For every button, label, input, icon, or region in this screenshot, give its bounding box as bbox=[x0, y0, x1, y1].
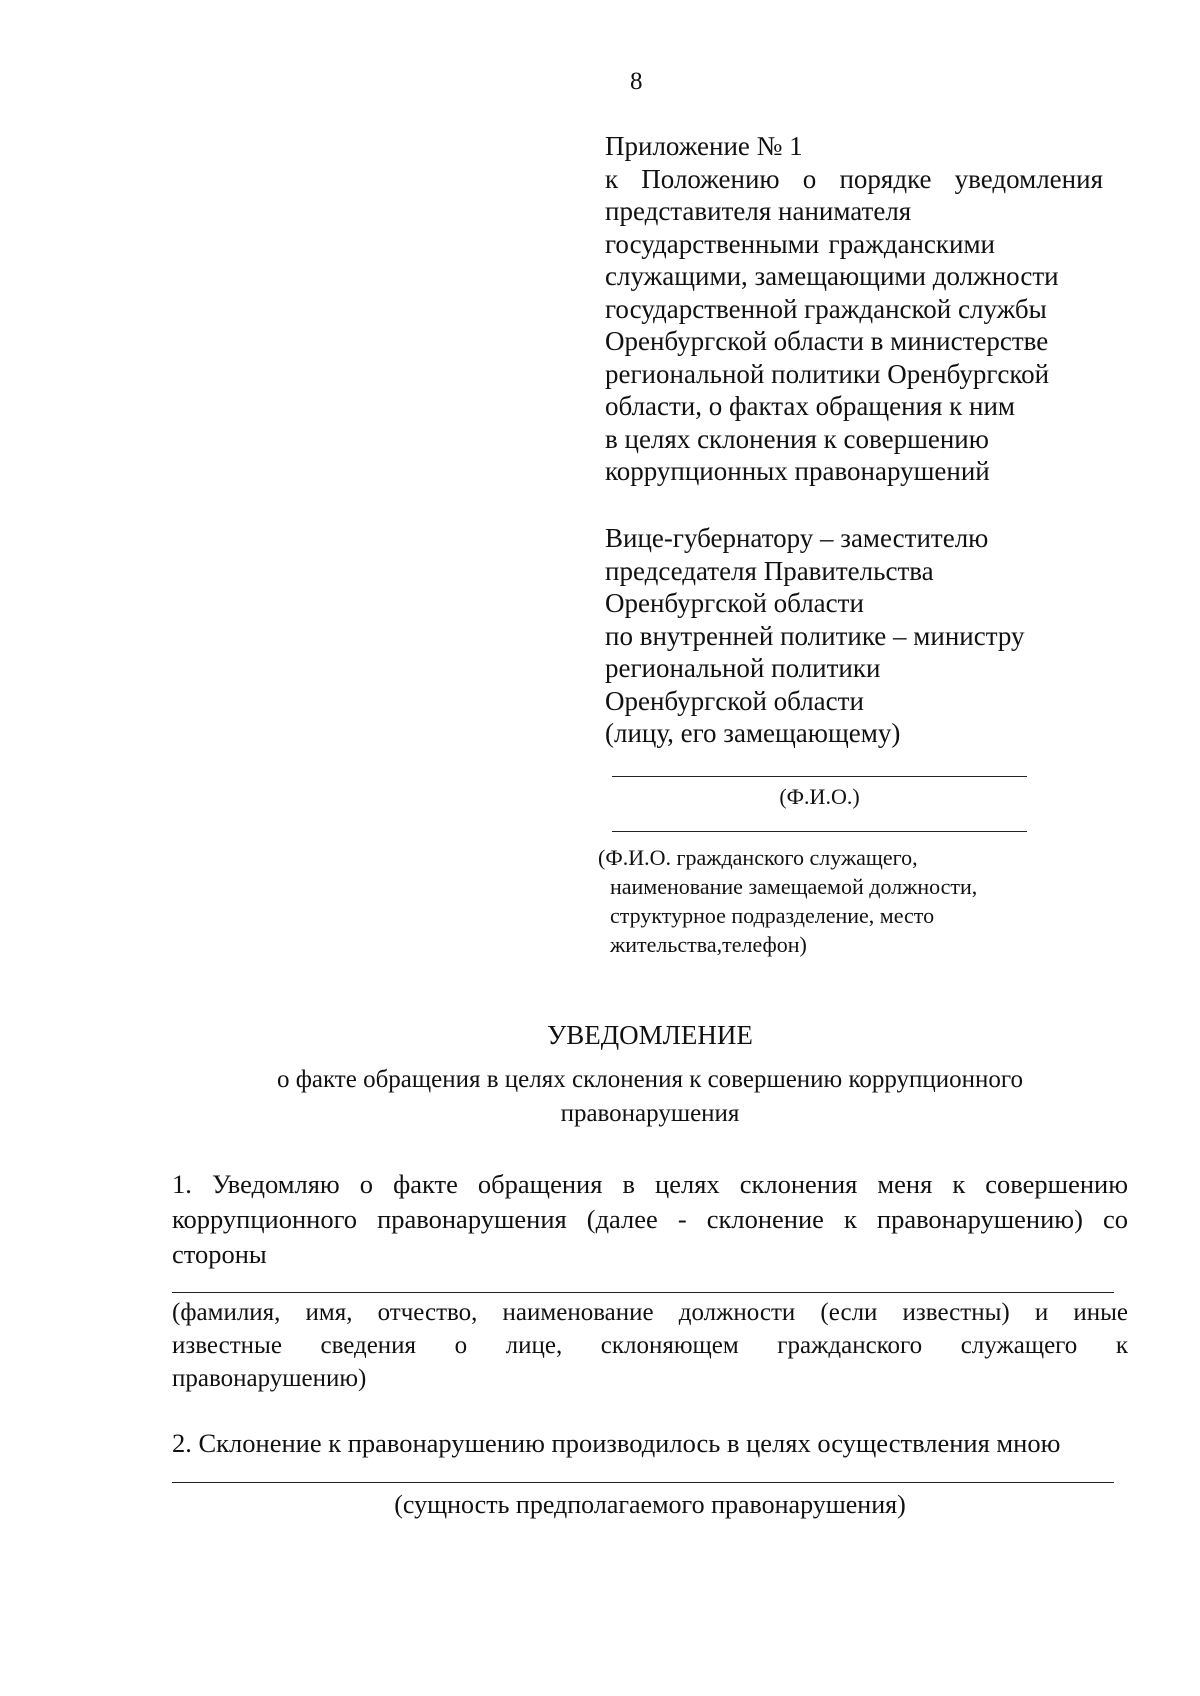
paragraph-1 bbox=[172, 1167, 1128, 1272]
appendix-line: коррупционных правонарушений bbox=[605, 456, 990, 486]
paragraph-line: 1. Уведомляю о факте обращения в целях склонения меня к совершению bbox=[172, 1169, 1128, 1199]
paragraph-2 bbox=[172, 1426, 1128, 1461]
sender-caption bbox=[598, 843, 1038, 959]
offender-caption bbox=[172, 1296, 1128, 1395]
appendix-line: представителя нанимателя bbox=[605, 196, 912, 226]
offense-caption: (сущность предполагаемого правонарушения) bbox=[394, 1490, 906, 1519]
sender-caption-line: структурное подразделение, место bbox=[610, 903, 935, 928]
document-title: УВЕДОМЛЕНИЕ bbox=[547, 1020, 753, 1050]
addressee-line: Вице-губернатору – заместителю bbox=[605, 523, 989, 553]
appendix-line: области, о фактах обращения к ним bbox=[605, 391, 1016, 421]
appendix-line: в целях склонения к совершению bbox=[605, 423, 989, 454]
addressee-line: председателя Правительства bbox=[605, 555, 934, 586]
offense-blank-line bbox=[172, 1482, 1114, 1483]
appendix-line: служащими, замещающими должности bbox=[605, 261, 1059, 291]
paragraph-line: стороны bbox=[172, 1239, 267, 1269]
appendix-line: государственной гражданской службы bbox=[605, 293, 1047, 324]
sender-caption-line: (Ф.И.О. гражданского служащего, bbox=[598, 845, 918, 870]
addressee-line: Оренбургской области bbox=[605, 685, 864, 716]
document-subtitle bbox=[170, 1063, 1130, 1131]
appendix-line: региональной политики Оренбургской bbox=[605, 358, 1050, 389]
appendix-line: Оренбургской области в министерстве bbox=[605, 326, 1049, 356]
sender-caption-line: наименование замещаемой должности, bbox=[610, 874, 978, 899]
page-number: 8 bbox=[630, 68, 643, 95]
sender-caption-line: жительства,телефон) bbox=[610, 932, 807, 957]
caption-line: известные сведения о лице, склоняющем гражданского служащего к bbox=[172, 1332, 1128, 1359]
addressee-block bbox=[605, 522, 1105, 750]
caption-line: (фамилия, имя, отчество, наименование должности (если известны) и иные bbox=[172, 1299, 1128, 1326]
addressee-line: региональной политики bbox=[605, 653, 881, 683]
fio-blank-line bbox=[612, 776, 1027, 777]
paragraph-line: коррупционного правонарушения (далее - склонение к правонарушению) со bbox=[172, 1204, 1128, 1234]
sender-blank-line bbox=[612, 831, 1027, 832]
appendix-header bbox=[605, 130, 1105, 488]
appendix-line: государственными гражданскими bbox=[605, 228, 995, 259]
subtitle-line: о факте обращения в целях склонения к совершению коррупционного bbox=[276, 1066, 1024, 1093]
offender-blank-line bbox=[172, 1292, 1114, 1293]
addressee-line: (лицу, его замещающему) bbox=[605, 718, 901, 748]
caption-line: правонарушению) bbox=[172, 1365, 367, 1392]
addressee-line: Оренбургской области bbox=[605, 588, 864, 618]
appendix-line: Приложение № 1 bbox=[605, 131, 803, 161]
appendix-line: к Положению о порядке уведомления bbox=[605, 163, 1103, 194]
paragraph-line: 2. Склонение к правонарушению производилось в целях осуществления мною bbox=[172, 1428, 1061, 1458]
addressee-line: по внутренней политике – министру bbox=[605, 620, 1025, 651]
subtitle-line: правонарушения bbox=[560, 1100, 740, 1127]
fio-caption: (Ф.И.О.) bbox=[779, 784, 860, 809]
